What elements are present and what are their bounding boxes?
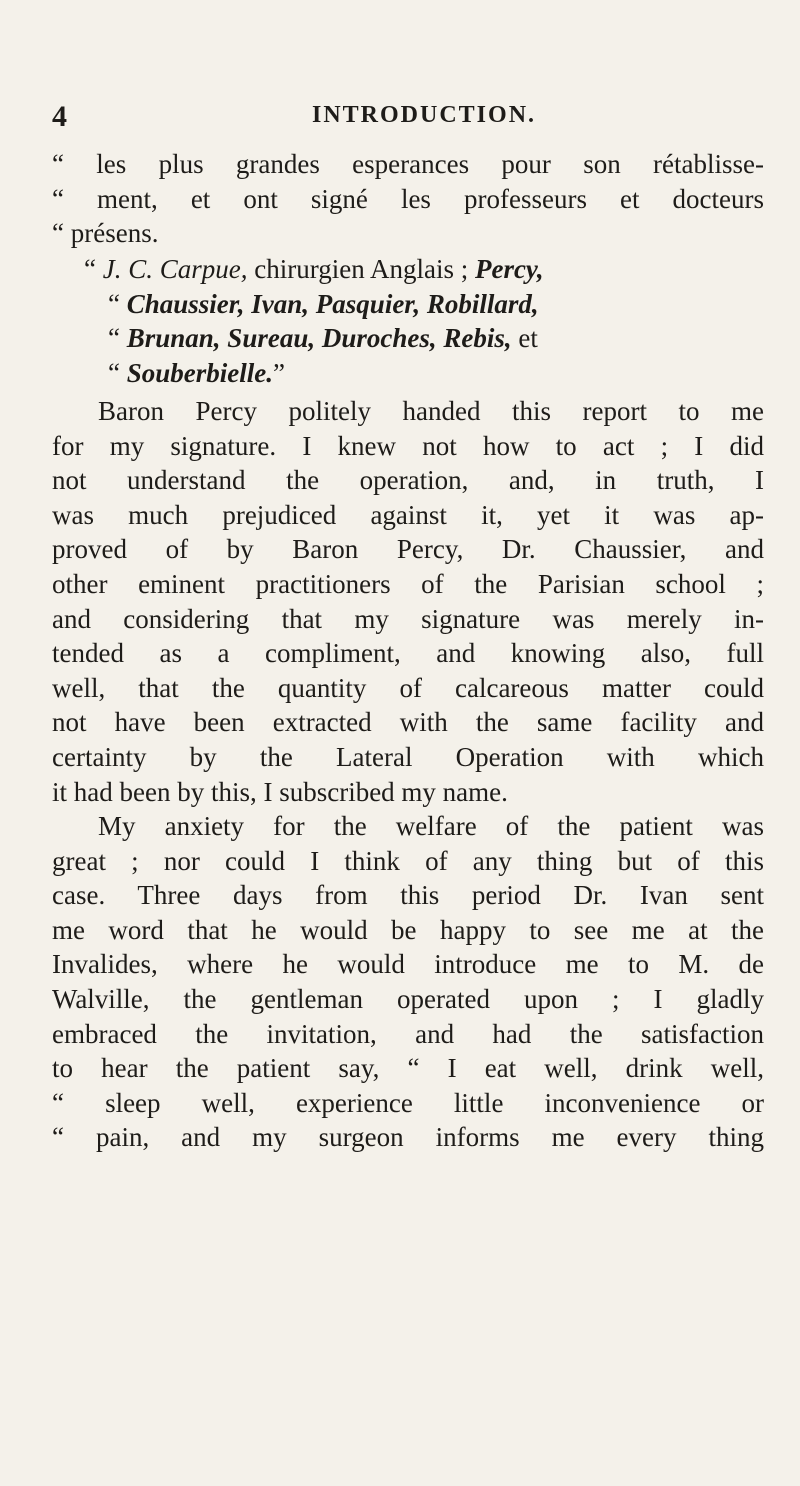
running-head: INTRODUCTION. [312,102,537,128]
text-line: other eminent practitioners of the Parisian school ; [52,568,764,599]
text-line: case. Three days from this period Dr. Ivan sent [52,880,764,911]
signatories [84,252,764,390]
signature-line: “ Chaussier, Ivan, Pasquier, Robillard, [108,288,539,319]
signature-line: “ Souberbielle.” [108,357,285,388]
text-line: certainty by the Lateral Operation with which [52,741,764,772]
text-line: “ sleep well, experience little inconvenience or [52,1087,764,1118]
text-line: it had been by this, I subscribed my name. [52,776,508,807]
quote-line: “ présens. [52,218,159,249]
text-line: Walville, the gentleman operated upon ; I gladly [52,983,764,1014]
text-line: great ; nor could I think of any thing but of this [52,845,764,876]
text-line: proved of by Baron Percy, Dr. Chaussier, and [52,534,764,565]
text-line: me word that he would be happy to see me at the [52,914,764,945]
text-line: Invalides, where he would introduce me to M. de [52,949,764,980]
page-header [52,100,752,140]
text-line: was much prejudiced against it, yet it was ap- [52,499,764,530]
text-line: to hear the patient say, “ I eat well, drink well, [52,1053,764,1084]
text-line: not have been extracted with the same facility and [52,707,764,738]
text-line: tended as a compliment, and knowing also, full [52,638,764,669]
paragraph-report-signature [52,394,764,809]
text-line: My anxiety for the welfare of the patient was [98,811,764,841]
quotation [52,147,764,251]
page-number: 4 [52,100,67,133]
text-line: well, that the quantity of calcareous matter could [52,672,764,703]
quote-line: “ ment, et ont signé les professeurs et docteurs [52,183,764,214]
paragraph-patient-visit [52,809,764,1155]
signature-line: “ Brunan, Sureau, Duroches, Rebis, et [108,323,538,354]
text-line: Baron Percy politely handed this report to me [98,396,764,426]
text-line: “ pain, and my surgeon informs me every thing [52,1122,764,1153]
quote-line: “ les plus grandes esperances pour son rétablisse- [52,149,764,179]
text-line: not understand the operation, and, in truth, I [52,465,764,496]
text-line: embraced the invitation, and had the satisfaction [52,1018,764,1049]
signature-line: “ J. C. Carpue, chirurgien Anglais ; Percy, [84,254,544,284]
text-line: and considering that my signature was merely in- [52,603,764,634]
text-line: for my signature. I knew not how to act ; I did [52,430,764,461]
